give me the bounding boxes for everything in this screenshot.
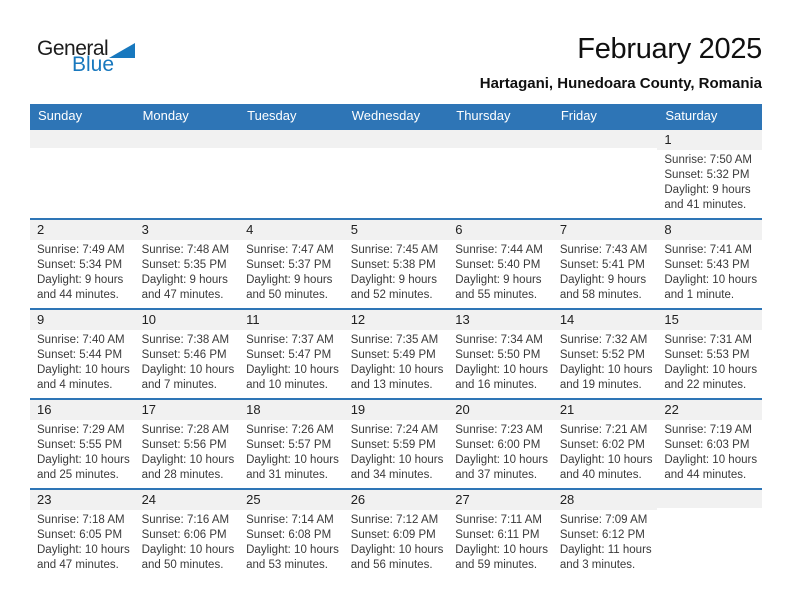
day-info	[239, 420, 344, 483]
weekday-header: Sunday	[30, 104, 135, 129]
day-number: 17	[135, 400, 240, 420]
day-info	[30, 420, 135, 483]
day-number: 3	[135, 220, 240, 240]
sunset-text: Sunset: 5:49 PM	[350, 349, 436, 361]
day-cell-22	[657, 399, 762, 489]
day-cell-2	[30, 219, 135, 309]
sunset-text: Sunset: 6:11 PM	[455, 529, 540, 541]
day-cell-1	[657, 129, 762, 219]
day-number	[239, 130, 344, 148]
sunset-text: Sunset: 5:52 PM	[559, 349, 645, 361]
day-cell-15	[657, 309, 762, 399]
day-info	[448, 510, 553, 573]
day-cell-empty	[30, 129, 135, 219]
day-info	[657, 240, 762, 303]
day-number: 11	[239, 310, 344, 330]
daylight-text-line2: and 25 minutes.	[37, 469, 119, 481]
sunset-text: Sunset: 5:46 PM	[141, 349, 227, 361]
daylight-text-line1: Daylight: 10 hours	[37, 544, 130, 556]
day-number: 8	[657, 220, 762, 240]
daylight-text-line2: and 59 minutes.	[455, 559, 538, 571]
day-cell-27	[448, 489, 553, 578]
day-info	[553, 148, 658, 151]
sunrise-text: Sunrise: 7:12 AM	[350, 514, 439, 526]
day-cell-empty	[135, 129, 240, 219]
day-info	[239, 240, 344, 303]
weekday-header: Saturday	[657, 104, 762, 129]
daylight-text-line2: and 44 minutes.	[37, 289, 119, 301]
sunrise-text: Sunrise: 7:34 AM	[455, 334, 543, 346]
sunset-text: Sunset: 5:35 PM	[141, 259, 227, 271]
sunrise-text: Sunrise: 7:37 AM	[246, 334, 334, 346]
day-cell-3	[135, 219, 240, 309]
weekday-header: Tuesday	[239, 104, 344, 129]
daylight-text-line1: Daylight: 9 hours	[455, 274, 542, 286]
sunset-text: Sunset: 6:09 PM	[350, 529, 436, 541]
weekday-header: Monday	[135, 104, 240, 129]
day-number: 7	[553, 220, 658, 240]
daylight-text-line1: Daylight: 10 hours	[141, 544, 235, 556]
daylight-text-line2: and 41 minutes.	[664, 199, 747, 211]
day-number: 26	[344, 490, 449, 510]
day-info	[30, 510, 135, 573]
sunrise-text: Sunrise: 7:14 AM	[246, 514, 334, 526]
sunset-text: Sunset: 6:00 PM	[455, 439, 541, 451]
daylight-text-line1: Daylight: 10 hours	[246, 364, 339, 376]
day-number	[553, 130, 658, 148]
day-number: 21	[553, 400, 658, 420]
week-row	[30, 129, 762, 219]
sunrise-text: Sunrise: 7:11 AM	[455, 514, 542, 526]
sunset-text: Sunset: 5:57 PM	[246, 439, 332, 451]
daylight-text-line2: and 19 minutes.	[559, 379, 642, 391]
day-number: 13	[448, 310, 553, 330]
day-info	[239, 148, 344, 151]
day-cell-17	[135, 399, 240, 489]
day-number	[657, 490, 762, 508]
day-cell-23	[30, 489, 135, 578]
daylight-text-line2: and 53 minutes.	[246, 559, 328, 571]
weekday-header: Wednesday	[344, 104, 449, 129]
weekday-header-row	[30, 104, 762, 129]
day-info	[657, 330, 762, 393]
day-info	[344, 420, 449, 483]
daylight-text-line2: and 31 minutes.	[246, 469, 328, 481]
sunrise-text: Sunrise: 7:38 AM	[141, 334, 230, 346]
weekday-header: Friday	[553, 104, 658, 129]
day-info	[553, 420, 658, 483]
daylight-text-line2: and 50 minutes.	[246, 289, 328, 301]
day-info	[553, 330, 658, 393]
sunrise-text: Sunrise: 7:43 AM	[559, 244, 648, 256]
day-number: 1	[657, 130, 762, 150]
day-number: 22	[657, 400, 762, 420]
day-number: 2	[30, 220, 135, 240]
day-number: 4	[239, 220, 344, 240]
daylight-text-line1: Daylight: 10 hours	[37, 454, 130, 466]
daylight-text-line2: and 22 minutes.	[664, 379, 747, 391]
daylight-text-line2: and 58 minutes.	[559, 289, 642, 301]
sunset-text: Sunset: 5:44 PM	[37, 349, 123, 361]
daylight-text-line1: Daylight: 10 hours	[559, 454, 653, 466]
day-info	[657, 420, 762, 483]
location-subtitle: Hartagani, Hunedoara County, Romania	[479, 75, 762, 92]
daylight-text-line1: Daylight: 9 hours	[246, 274, 333, 286]
daylight-text-line2: and 47 minutes.	[141, 289, 224, 301]
daylight-text-line1: Daylight: 10 hours	[246, 454, 339, 466]
daylight-text-line1: Daylight: 10 hours	[37, 364, 130, 376]
sunset-text: Sunset: 5:59 PM	[350, 439, 436, 451]
general-blue-logo	[37, 38, 135, 75]
sunrise-text: Sunrise: 7:24 AM	[350, 424, 439, 436]
day-info	[135, 420, 240, 483]
daylight-text-line1: Daylight: 10 hours	[455, 364, 548, 376]
daylight-text-line1: Daylight: 10 hours	[246, 544, 339, 556]
sunrise-text: Sunrise: 7:50 AM	[664, 154, 752, 166]
daylight-text-line2: and 16 minutes.	[455, 379, 538, 391]
daylight-text-line2: and 3 minutes.	[559, 559, 636, 571]
day-number: 23	[30, 490, 135, 510]
daylight-text-line2: and 7 minutes.	[141, 379, 217, 391]
day-cell-19	[344, 399, 449, 489]
daylight-text-line1: Daylight: 10 hours	[455, 544, 548, 556]
day-cell-9	[30, 309, 135, 399]
day-info	[30, 240, 135, 303]
day-cell-empty	[239, 129, 344, 219]
daylight-text-line1: Daylight: 11 hours	[559, 544, 652, 556]
sunset-text: Sunset: 5:47 PM	[246, 349, 332, 361]
logo-text-general: General	[37, 37, 109, 60]
day-cell-10	[135, 309, 240, 399]
daylight-text-line1: Daylight: 10 hours	[455, 454, 548, 466]
day-info	[344, 330, 449, 393]
daylight-text-line2: and 4 minutes.	[37, 379, 113, 391]
day-cell-14	[553, 309, 658, 399]
sunrise-text: Sunrise: 7:41 AM	[664, 244, 752, 256]
day-number	[135, 130, 240, 148]
day-info	[448, 240, 553, 303]
sunset-text: Sunset: 6:06 PM	[141, 529, 227, 541]
daylight-text-line2: and 50 minutes.	[141, 559, 224, 571]
daylight-text-line1: Daylight: 10 hours	[664, 454, 758, 466]
sunrise-text: Sunrise: 7:26 AM	[246, 424, 334, 436]
sunset-text: Sunset: 6:08 PM	[246, 529, 332, 541]
day-cell-4	[239, 219, 344, 309]
day-number: 12	[344, 310, 449, 330]
day-info	[448, 420, 553, 483]
day-number	[30, 130, 135, 148]
day-cell-empty	[448, 129, 553, 219]
daylight-text-line2: and 52 minutes.	[350, 289, 433, 301]
sunrise-text: Sunrise: 7:29 AM	[37, 424, 125, 436]
sunrise-text: Sunrise: 7:09 AM	[559, 514, 648, 526]
page-title: February 2025	[577, 33, 762, 65]
daylight-text-line2: and 55 minutes.	[455, 289, 538, 301]
day-info	[239, 330, 344, 393]
sunrise-text: Sunrise: 7:44 AM	[455, 244, 543, 256]
sunrise-text: Sunrise: 7:45 AM	[350, 244, 439, 256]
sunrise-text: Sunrise: 7:18 AM	[37, 514, 125, 526]
day-number: 15	[657, 310, 762, 330]
day-number	[344, 130, 449, 148]
day-info	[553, 240, 658, 303]
day-info	[344, 148, 449, 151]
sunrise-text: Sunrise: 7:32 AM	[559, 334, 648, 346]
day-cell-empty	[344, 129, 449, 219]
day-cell-7	[553, 219, 658, 309]
day-info	[448, 148, 553, 151]
daylight-text-line1: Daylight: 9 hours	[350, 274, 437, 286]
day-cell-18	[239, 399, 344, 489]
daylight-text-line1: Daylight: 10 hours	[350, 544, 444, 556]
sunrise-text: Sunrise: 7:16 AM	[141, 514, 230, 526]
day-cell-21	[553, 399, 658, 489]
sunrise-text: Sunrise: 7:47 AM	[246, 244, 334, 256]
day-number: 10	[135, 310, 240, 330]
day-number: 20	[448, 400, 553, 420]
day-number: 24	[135, 490, 240, 510]
day-info	[239, 510, 344, 573]
day-number: 9	[30, 310, 135, 330]
day-number: 28	[553, 490, 658, 510]
day-info	[135, 148, 240, 151]
week-row	[30, 219, 762, 309]
day-cell-25	[239, 489, 344, 578]
day-number: 16	[30, 400, 135, 420]
daylight-text-line1: Daylight: 10 hours	[141, 364, 235, 376]
week-row	[30, 309, 762, 399]
daylight-text-line2: and 13 minutes.	[350, 379, 433, 391]
sunset-text: Sunset: 6:03 PM	[664, 439, 750, 451]
daylight-text-line1: Daylight: 9 hours	[664, 184, 751, 196]
sunrise-text: Sunrise: 7:28 AM	[141, 424, 230, 436]
week-row	[30, 489, 762, 578]
daylight-text-line1: Daylight: 10 hours	[664, 364, 758, 376]
day-number: 19	[344, 400, 449, 420]
daylight-text-line1: Daylight: 10 hours	[350, 364, 444, 376]
sunset-text: Sunset: 5:50 PM	[455, 349, 541, 361]
day-info	[30, 330, 135, 393]
sunrise-text: Sunrise: 7:21 AM	[559, 424, 648, 436]
day-number: 25	[239, 490, 344, 510]
sunset-text: Sunset: 5:53 PM	[664, 349, 750, 361]
daylight-text-line1: Daylight: 9 hours	[37, 274, 124, 286]
sunrise-text: Sunrise: 7:48 AM	[141, 244, 230, 256]
sunrise-text: Sunrise: 7:23 AM	[455, 424, 543, 436]
day-cell-13	[448, 309, 553, 399]
daylight-text-line1: Daylight: 10 hours	[350, 454, 444, 466]
daylight-text-line2: and 34 minutes.	[350, 469, 433, 481]
day-info	[135, 510, 240, 573]
day-number: 27	[448, 490, 553, 510]
day-info	[657, 508, 762, 511]
sunset-text: Sunset: 5:32 PM	[664, 169, 750, 181]
day-number: 5	[344, 220, 449, 240]
sunrise-text: Sunrise: 7:35 AM	[350, 334, 439, 346]
sunrise-text: Sunrise: 7:40 AM	[37, 334, 125, 346]
day-info	[135, 330, 240, 393]
daylight-text-line2: and 1 minute.	[664, 289, 735, 301]
day-cell-16	[30, 399, 135, 489]
sunset-text: Sunset: 5:55 PM	[37, 439, 123, 451]
sunset-text: Sunset: 5:43 PM	[664, 259, 750, 271]
daylight-text-line2: and 44 minutes.	[664, 469, 747, 481]
day-cell-28	[553, 489, 658, 578]
calendar-table	[30, 104, 762, 578]
daylight-text-line1: Daylight: 9 hours	[141, 274, 228, 286]
day-cell-12	[344, 309, 449, 399]
daylight-text-line2: and 10 minutes.	[246, 379, 328, 391]
sunset-text: Sunset: 5:41 PM	[559, 259, 645, 271]
day-cell-empty	[553, 129, 658, 219]
daylight-text-line2: and 37 minutes.	[455, 469, 538, 481]
day-info	[344, 510, 449, 573]
sunrise-text: Sunrise: 7:19 AM	[664, 424, 752, 436]
day-cell-6	[448, 219, 553, 309]
day-number: 18	[239, 400, 344, 420]
weekday-header: Thursday	[448, 104, 553, 129]
day-cell-20	[448, 399, 553, 489]
daylight-text-line2: and 47 minutes.	[37, 559, 119, 571]
day-cell-8	[657, 219, 762, 309]
day-info	[135, 240, 240, 303]
day-cell-5	[344, 219, 449, 309]
day-cell-26	[344, 489, 449, 578]
logo-text-blue: Blue	[72, 53, 115, 76]
daylight-text-line1: Daylight: 10 hours	[664, 274, 758, 286]
sunrise-text: Sunrise: 7:49 AM	[37, 244, 125, 256]
sunrise-text: Sunrise: 7:31 AM	[664, 334, 752, 346]
daylight-text-line2: and 40 minutes.	[559, 469, 642, 481]
title-block	[480, 33, 762, 92]
sunset-text: Sunset: 6:12 PM	[559, 529, 645, 541]
day-cell-empty	[657, 489, 762, 578]
daylight-text-line1: Daylight: 10 hours	[141, 454, 235, 466]
daylight-text-line1: Daylight: 9 hours	[559, 274, 647, 286]
sunset-text: Sunset: 5:34 PM	[37, 259, 123, 271]
day-number: 14	[553, 310, 658, 330]
day-info	[657, 150, 762, 213]
day-number: 6	[448, 220, 553, 240]
sunset-text: Sunset: 5:40 PM	[455, 259, 541, 271]
sunset-text: Sunset: 5:56 PM	[141, 439, 227, 451]
day-info	[30, 148, 135, 151]
sunset-text: Sunset: 5:37 PM	[246, 259, 332, 271]
daylight-text-line2: and 56 minutes.	[350, 559, 433, 571]
day-info	[344, 240, 449, 303]
week-row	[30, 399, 762, 489]
sunset-text: Sunset: 6:05 PM	[37, 529, 123, 541]
day-number	[448, 130, 553, 148]
daylight-text-line1: Daylight: 10 hours	[559, 364, 653, 376]
day-info	[448, 330, 553, 393]
day-cell-11	[239, 309, 344, 399]
day-cell-24	[135, 489, 240, 578]
daylight-text-line2: and 28 minutes.	[141, 469, 224, 481]
day-info	[553, 510, 658, 573]
sunset-text: Sunset: 5:38 PM	[350, 259, 436, 271]
sunset-text: Sunset: 6:02 PM	[559, 439, 645, 451]
